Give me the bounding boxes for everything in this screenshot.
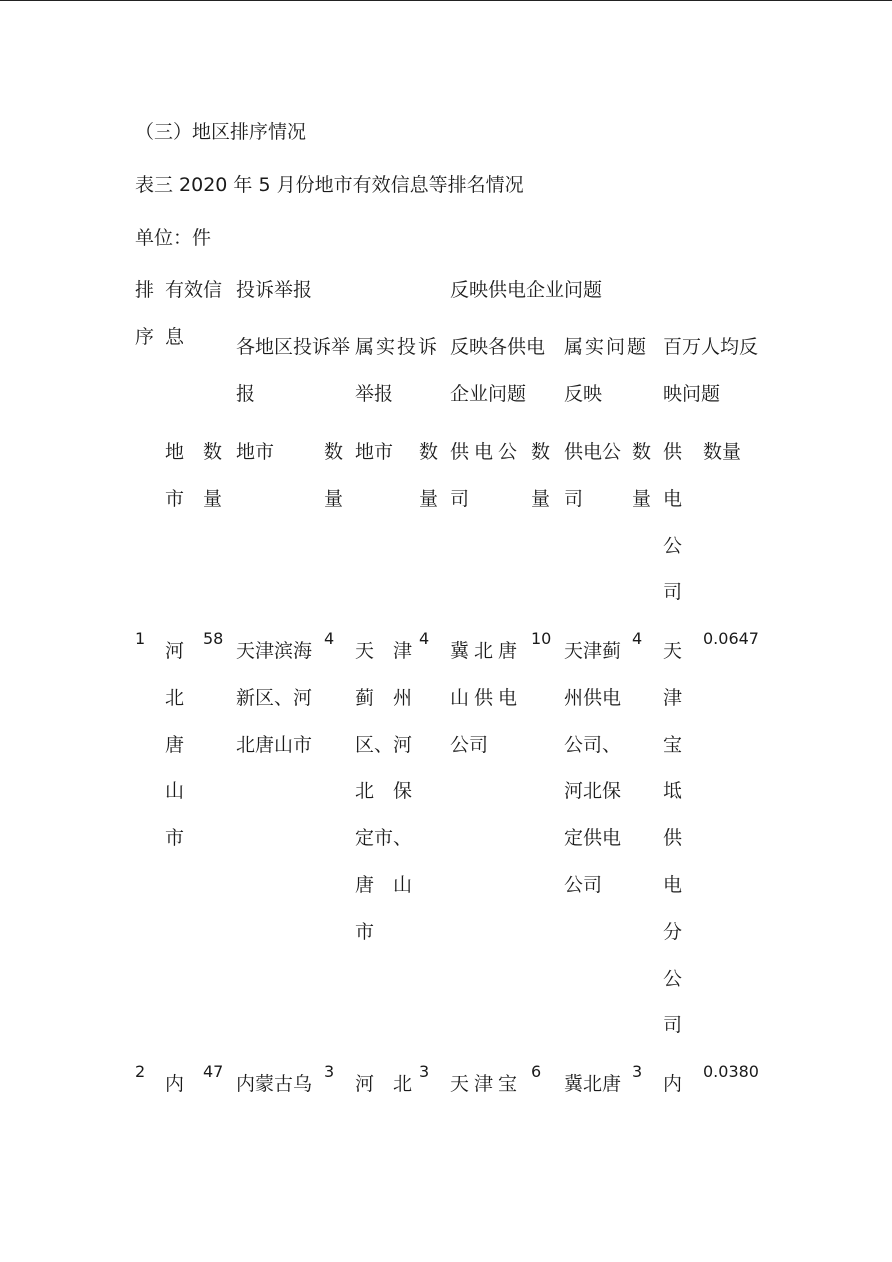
row-1-complaint-city: 天津滨海 新区、河 北唐山市 [236, 640, 313, 756]
row-2-verified-count: 3 [419, 1062, 430, 1081]
header-col-city3: 地市 [355, 441, 394, 463]
row-1-verified-company: 天津蓟 州供电 公司、 河北保 定供电 公司 [564, 640, 622, 896]
row-2-complaint-city: 内蒙古乌 [236, 1073, 313, 1095]
row-1-company: 冀北唐 山供电 公司 [450, 640, 523, 756]
section-title: （三）地区排序情况 [135, 121, 307, 143]
header-col-count2: 数 量 [324, 441, 344, 510]
header-sub-power-issue: 反映各供电 企业问题 [450, 336, 546, 405]
row-2-per-million-value: 0.0380 [703, 1062, 759, 1081]
header-complaint-group: 投诉举报 [236, 279, 313, 301]
header-col-count: 数 量 [203, 441, 223, 510]
header-sub-complaint: 各地区投诉举 报 [236, 336, 351, 405]
row-2-per-million-company: 内 [663, 1073, 683, 1095]
row-1-verified-company-count: 4 [632, 629, 643, 648]
header-power-group: 反映供电企业问题 [450, 279, 603, 301]
row-1-verified-city: 天 津 蓟 州 区、河 北 保 定市、 唐 山 市 [355, 640, 413, 943]
row-2-verified-company: 冀北唐 [564, 1073, 622, 1095]
row-2-city: 内 [165, 1073, 185, 1095]
unit-label: 单位：件 [135, 227, 212, 249]
header-col-count6: 数量 [703, 441, 742, 463]
row-2-rank: 2 [135, 1062, 146, 1081]
row-2-company: 天津宝 [450, 1073, 523, 1095]
row-1-rank: 1 [135, 629, 146, 648]
row-1-per-million-company: 天 津 宝 坻 供 电 分 公 司 [663, 640, 683, 1037]
row-2-complaint-count: 3 [324, 1062, 335, 1081]
header-col-company: 供电公 司 [450, 441, 523, 510]
row-1-company-count: 10 [531, 629, 552, 648]
header-col-count4: 数 量 [531, 441, 551, 510]
row-1-count: 58 [203, 629, 224, 648]
header-sub-per-million: 百万人均反 映问题 [663, 336, 759, 405]
header-col-city: 地 市 [165, 441, 185, 510]
row-1-per-million-value: 0.0647 [703, 629, 759, 648]
row-2-verified-city: 河 北 [355, 1073, 413, 1095]
row-2-company-count: 6 [531, 1062, 542, 1081]
row-1-verified-count: 4 [419, 629, 430, 648]
table-caption: 表三 2020 年 5 月份地市有效信息等排名情况 [135, 174, 524, 196]
header-sub-verified-complaint: 属实投诉 举报 [355, 336, 440, 405]
row-1-complaint-count: 4 [324, 629, 335, 648]
header-col-company2: 供电公 司 [564, 441, 622, 510]
header-valid-info: 有效信 息 [165, 279, 223, 348]
header-sub-verified-issue: 属实问题 反映 [564, 336, 649, 405]
page-top-border [0, 0, 892, 1]
row-2-count: 47 [203, 1062, 224, 1081]
header-col-city2: 地市 [236, 441, 275, 463]
row-2-verified-company-count: 3 [632, 1062, 643, 1081]
header-col-count3: 数 量 [419, 441, 439, 510]
row-1-city: 河 北 唐 山 市 [165, 640, 185, 850]
header-rank: 排 序 [135, 279, 155, 348]
header-col-count5: 数 量 [632, 441, 652, 510]
header-col-company3: 供 电 公 司 [663, 441, 683, 604]
